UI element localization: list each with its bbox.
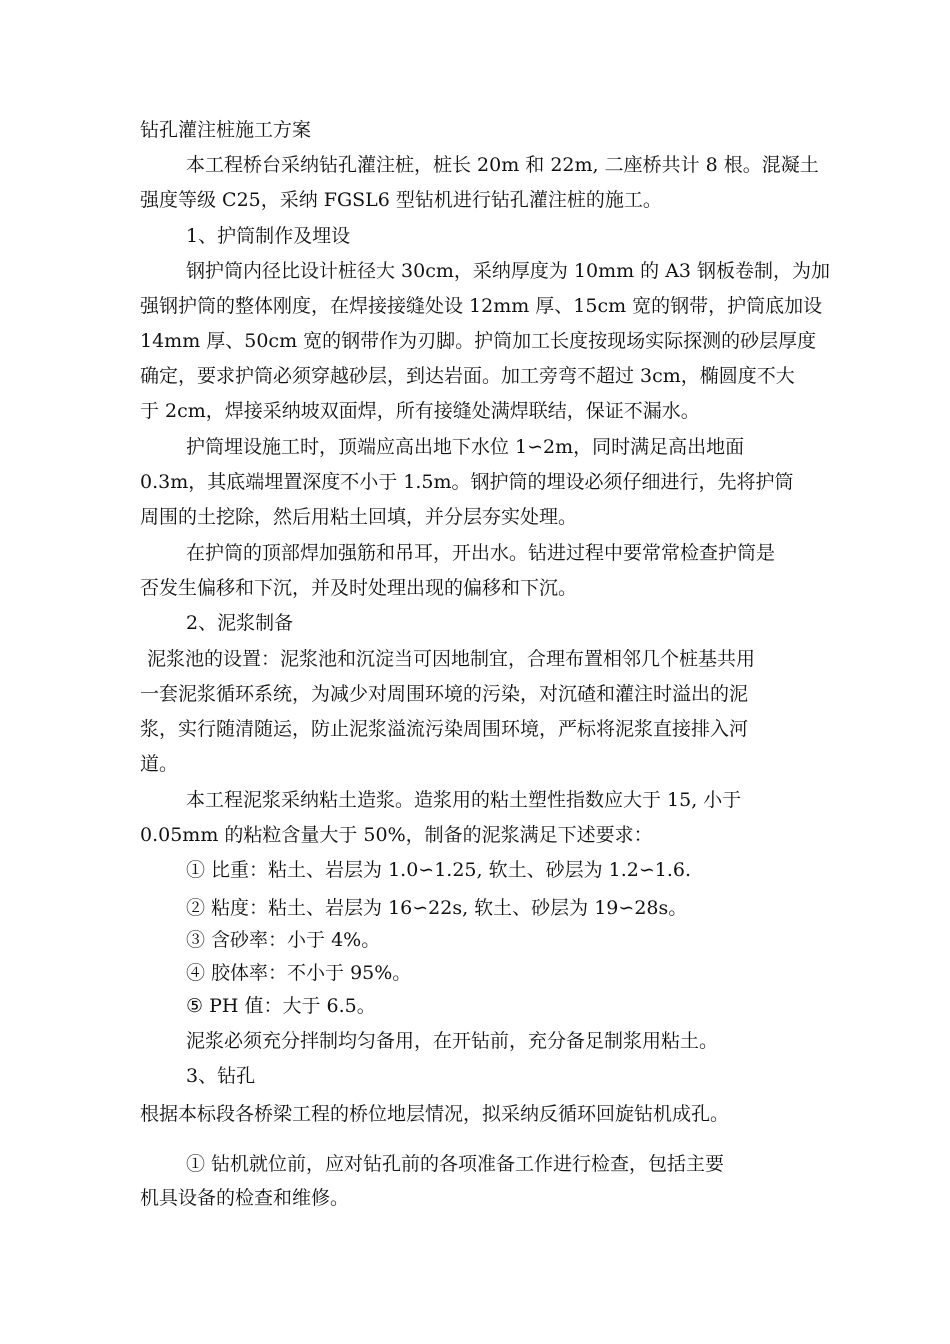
section-1-para-1-line-2: 强钢护筒的整体刚度，在焊接接缝处设 12mm 厚、15cm 宽的钢带，护筒底加设: [140, 295, 823, 317]
section-1-heading: 1、护筒制作及埋设: [186, 225, 351, 247]
mud-spec-item-4: ④ 胶体率：不小于 95%。: [186, 962, 412, 984]
section-1-para-3-line-1: 在护筒的顶部焊加强筋和吊耳，开出水。钻进过程中要常常检查护筒是: [186, 542, 776, 564]
intro-line-1: 本工程桥台采纳钻孔灌注桩，桩长 20m 和 22m, 二座桥共计 8 根。混凝土: [186, 154, 819, 176]
section-2-para-2-line-1: 本工程泥浆采纳粘土造浆。造浆用的粘土塑性指数应大于 15, 小于: [186, 789, 742, 811]
section-1-para-3-line-2: 否发生偏移和下沉，并及时处理出现的偏移和下沉。: [140, 577, 578, 599]
intro-line-2: 强度等级 C25，采纳 FGSL6 型钻机进行钻孔灌注桩的施工。: [140, 189, 662, 211]
section-1-para-1-line-4: 确定，要求护筒必须穿越砂层，到达岩面。加工旁弯不超过 3cm，椭圆度不大: [140, 365, 795, 387]
section-1-para-2-line-2: 0.3m，其底端埋置深度不小于 1.5m。钢护筒的埋设必须仔细进行，先将护筒: [140, 471, 794, 493]
section-2-closing: 泥浆必须充分拌制均匀备用，在开钻前，充分备足制浆用粘土。: [186, 1030, 719, 1052]
section-2-heading: 2、泥浆制备: [186, 612, 294, 634]
section-2-para-1-line-1: 泥浆池的设置：泥浆池和沉淀当可因地制宜，合理布置相邻几个桩基共用: [147, 648, 756, 670]
section-2-para-2-line-2: 0.05mm 的粘粒含量大于 50%，制备的泥浆满足下述要求：: [140, 824, 653, 846]
section-1-para-1-line-1: 钢护筒内径比设计桩径大 30cm，采纳厚度为 10mm 的 A3 钢板卷制，为加: [186, 260, 831, 282]
section-2-para-1-line-3: 浆，实行随清随运，防止泥浆溢流污染周围环境，严标将泥浆直接排入河: [140, 718, 749, 740]
section-3-heading: 3、钻孔: [186, 1065, 256, 1087]
section-1-para-1-line-3: 14mm 厚、50cm 宽的钢带作为刃脚。护筒加工长度按现场实际探测的砂层厚度: [140, 330, 817, 352]
document-title: 钻孔灌注桩施工方案: [140, 119, 312, 141]
mud-spec-item-1: ① 比重：粘土、岩层为 1.0∽1.25, 软土、砂层为 1.2∽1.6.: [186, 859, 692, 881]
section-1-para-2-line-3: 周围的土挖除，然后用粘土回填，并分层夯实处理。: [140, 506, 578, 528]
section-2-para-1-line-4: 道。: [140, 753, 179, 775]
mud-spec-item-5: ⑤ PH 值：大于 6.5。: [186, 995, 376, 1017]
section-2-para-1-line-2: 一套泥浆循环系统，为减少对周围环境的污染，对沉碴和灌注时溢出的泥: [140, 683, 749, 705]
mud-spec-item-2: ② 粘度：粘土、岩层为 16∽22s, 软土、砂层为 19∽28s。: [186, 897, 688, 919]
section-3-item-1-line-2: 机具设备的检查和维修。: [140, 1187, 350, 1209]
mud-spec-item-3: ③ 含砂率：小于 4%。: [186, 929, 381, 951]
section-1-para-2-line-1: 护筒埋设施工时，顶端应高出地下水位 1∽2m，同时满足高出地面: [186, 436, 745, 458]
section-1-para-1-line-5: 于 2cm，焊接采纳坡双面焊，所有接缝处满焊联结，保证不漏水。: [140, 400, 700, 422]
section-3-para-1: 根据本标段各桥梁工程的桥位地层情况，拟采纳反循环回旋钻机成孔。: [140, 1103, 730, 1125]
section-3-item-1-line-1: ① 钻机就位前，应对钻孔前的各项准备工作进行检查，包括主要: [186, 1153, 725, 1175]
